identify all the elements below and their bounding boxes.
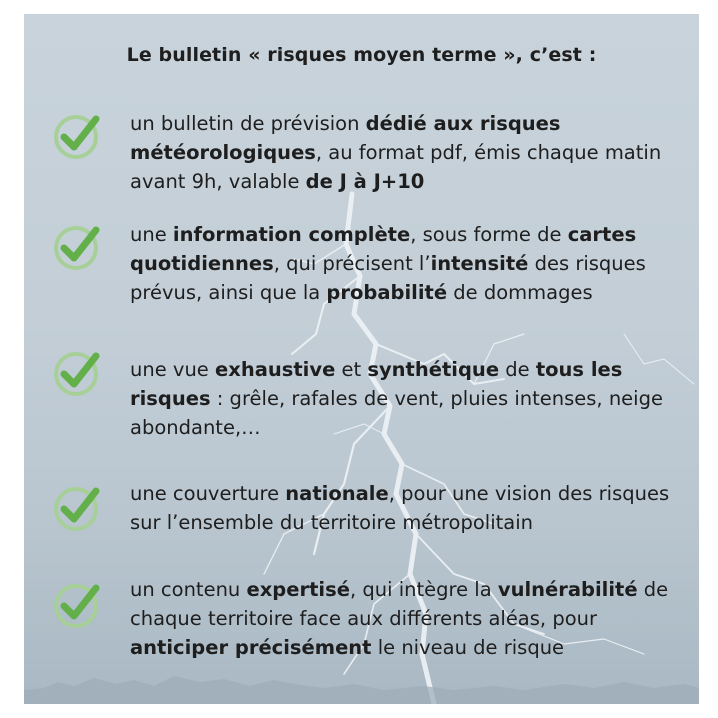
text-segment: le niveau de risque: [371, 636, 565, 659]
list-item: [130, 575, 690, 662]
bold-segment: dédié aux risques météorologiques: [130, 112, 561, 164]
text-segment: de dommages: [447, 281, 593, 304]
text-segment: une: [130, 223, 173, 246]
bulletin-title: Le bulletin « risques moyen terme », c’est :: [126, 44, 597, 66]
bold-segment: exhaustive: [215, 358, 336, 381]
bold-segment: de J à J+10: [305, 170, 425, 193]
text-segment: , pour une vision des risques sur l’ensemble du territoire métropolitain: [130, 482, 670, 534]
text-segment: , au format pdf, émis chaque matin avant 9h, valable: [130, 141, 662, 193]
list-item: [130, 479, 690, 537]
text-segment: , sous forme de: [410, 223, 568, 246]
text-segment: , qui intègre la: [349, 578, 498, 601]
bold-segment: nationale: [285, 482, 389, 505]
check-circle-icon: [52, 347, 102, 397]
bold-segment: anticiper précisément: [130, 636, 372, 659]
bold-segment: vulnérabilité: [497, 578, 638, 601]
list-item: [130, 355, 690, 442]
background-panel: [24, 14, 699, 704]
item-text: [130, 358, 663, 439]
bold-segment: cartes quotidiennes: [130, 223, 637, 275]
text-segment: , qui précisent l’: [273, 252, 431, 275]
bold-segment: tous les risques: [130, 358, 623, 410]
text-segment: des risques prévus, ainsi que la: [130, 252, 646, 304]
list-item: [130, 109, 690, 196]
check-circle-icon: [52, 482, 102, 532]
bold-segment: intensité: [430, 252, 529, 275]
check-circle-icon: [52, 110, 102, 160]
text-segment: un bulletin de prévision: [130, 112, 366, 135]
text-segment: une vue: [130, 358, 216, 381]
list-item: [130, 220, 690, 307]
bold-segment: information complète: [172, 223, 411, 246]
item-text: [130, 482, 669, 534]
bold-segment: expertisé: [246, 578, 350, 601]
treeline-silhouette: [24, 664, 699, 704]
check-circle-icon: [52, 579, 102, 629]
text-segment: de chaque territoire face aux différents aléas, pour: [130, 578, 669, 630]
item-text: [130, 578, 668, 659]
item-text: [130, 223, 646, 304]
bold-segment: synthétique: [367, 358, 500, 381]
text-segment: : grêle, rafales de vent, pluies intenses, neige abondante,…: [130, 387, 663, 439]
text-segment: un contenu: [130, 578, 247, 601]
text-segment: et: [335, 358, 368, 381]
bold-segment: probabilité: [326, 281, 448, 304]
text-segment: de: [499, 358, 536, 381]
text-segment: une couverture: [130, 482, 286, 505]
check-circle-icon: [52, 221, 102, 271]
item-text: [130, 112, 661, 193]
